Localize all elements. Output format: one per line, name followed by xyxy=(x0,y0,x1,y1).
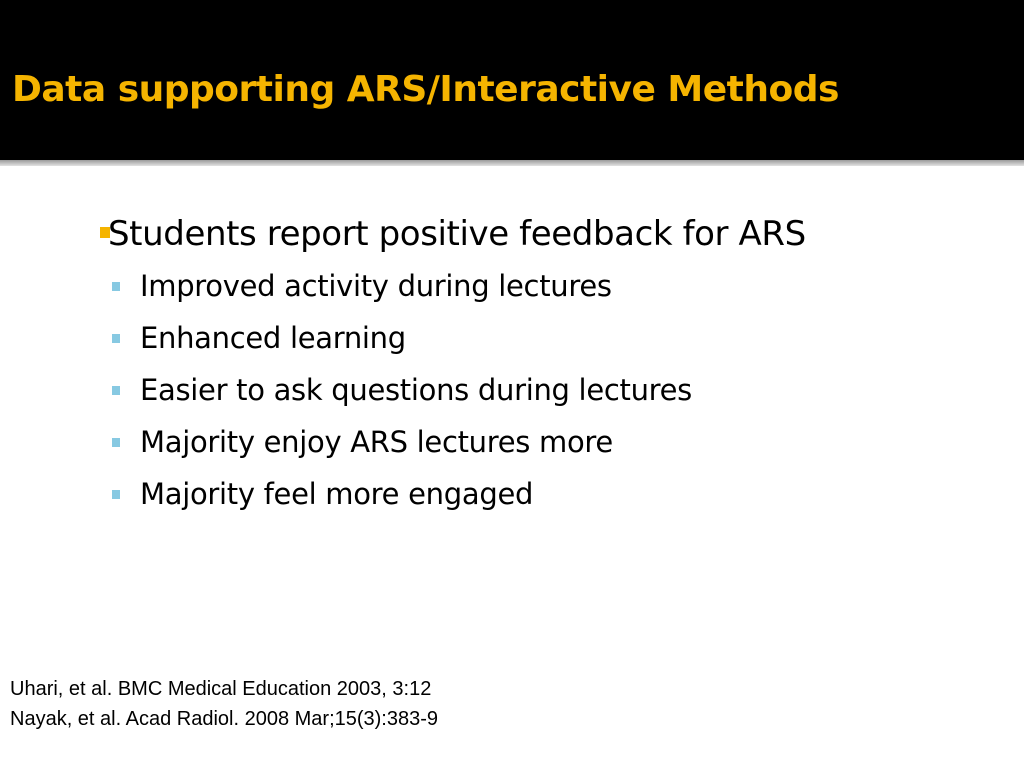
sub-bullet-square-icon xyxy=(112,282,120,291)
sub-bullet-item xyxy=(100,468,980,520)
sub-bullet-item xyxy=(100,312,980,364)
reference-line: Nayak, et al. Acad Radiol. 2008 Mar;15(3):383-9 xyxy=(10,708,439,730)
title-divider xyxy=(0,160,1024,166)
sub-bullet-text: Majority enjoy ARS lectures more xyxy=(140,425,613,459)
title-bar xyxy=(0,0,1024,160)
sub-bullet-square-icon xyxy=(112,334,120,343)
sub-bullet-text: Improved activity during lectures xyxy=(140,269,612,303)
sub-bullet-text: Enhanced learning xyxy=(140,321,406,355)
sub-bullet-text: Majority feel more engaged xyxy=(140,477,534,511)
sub-bullet-square-icon xyxy=(112,386,120,395)
sub-bullet-square-icon xyxy=(112,490,120,499)
sub-bullet-item xyxy=(100,260,980,312)
bullet-main xyxy=(100,208,980,260)
sub-bullet-square-icon xyxy=(112,438,120,447)
sub-bullet-item xyxy=(100,416,980,468)
slide-title: Data supporting ARS/Interactive Methods xyxy=(12,69,839,110)
slide-content xyxy=(100,208,980,520)
bullet-main-text: Students report positive feedback for ARS xyxy=(108,214,806,254)
sub-bullet-text: Easier to ask questions during lectures xyxy=(140,373,692,407)
sub-bullet-list xyxy=(100,260,980,520)
reference-line: Uhari, et al. BMC Medical Education 2003, 3:12 xyxy=(10,678,432,700)
sub-bullet-item xyxy=(100,364,980,416)
references xyxy=(10,674,438,734)
